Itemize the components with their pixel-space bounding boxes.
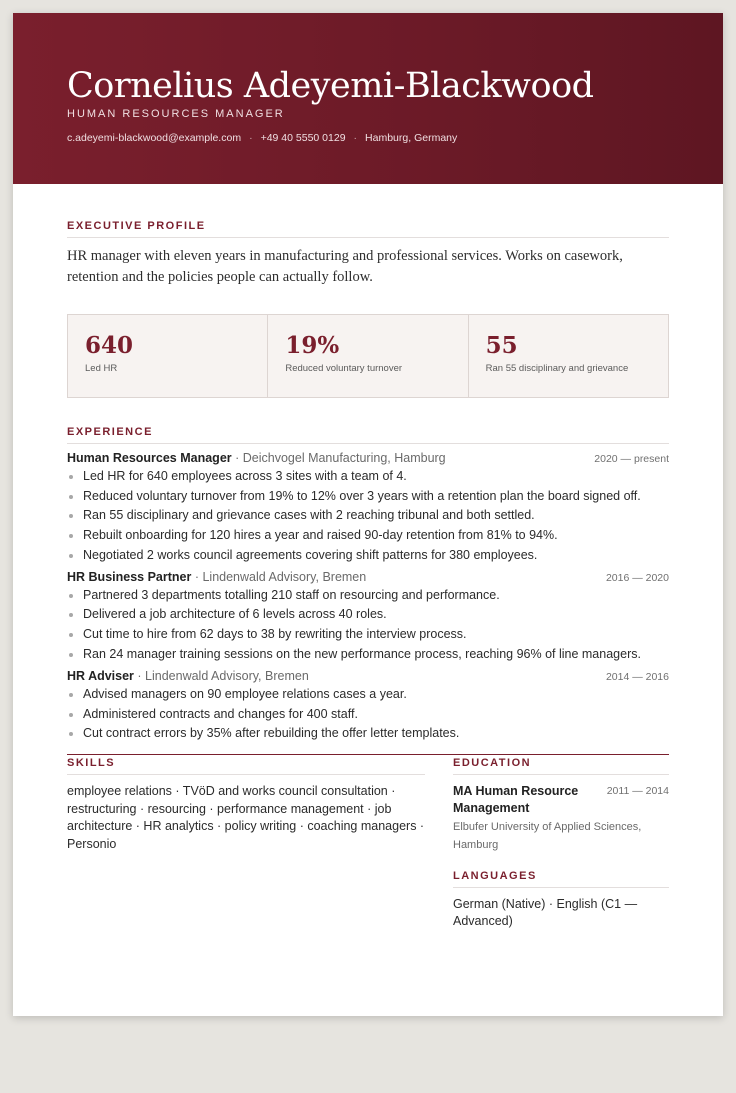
education-degree: MA Human Resource Management (453, 784, 579, 816)
job-bullet: Cut contract errors by 35% after rebuilding the offer letter templates. (83, 726, 669, 741)
education-dates: 2011 — 2014 (606, 785, 669, 798)
contact-separator: · (353, 132, 358, 144)
job-bullets (67, 588, 669, 662)
job-bullet: Ran 24 manager training sessions on the new performance process, reaching 96% of line managers. (83, 647, 669, 662)
resume-page (13, 13, 723, 1016)
job-bullet: Negotiated 2 works council agreements covering shift patterns for 380 employees. (83, 548, 669, 563)
stat-label: Ran 55 disciplinary and grievance (485, 363, 629, 374)
stats-panel (67, 314, 669, 398)
candidate-name: Cornelius Adeyemi-Blackwood (67, 66, 594, 106)
contact-line (67, 132, 669, 144)
stat-card (267, 315, 467, 397)
job-entry (67, 669, 669, 741)
contact-location: Hamburg, Germany (365, 132, 458, 144)
stat-value: 55 (485, 332, 518, 359)
job-bullet: Ran 55 disciplinary and grievance cases with 2 reaching tribunal and both settled. (83, 508, 669, 523)
experience-heading: EXPERIENCE (67, 426, 669, 444)
contact-email[interactable]: c.adeyemi-blackwood@example.com (67, 132, 242, 144)
job-header (67, 570, 669, 584)
job-bullet: Delivered a job architecture of 6 levels across 40 roles. (83, 607, 669, 622)
job-organization: · Lindenwald Advisory, Bremen (191, 569, 367, 584)
job-dates: 2016 — 2020 (605, 571, 669, 584)
job-bullet: Cut time to hire from 62 days to 38 by rewriting the interview process. (83, 627, 669, 642)
job-bullet: Partnered 3 departments totalling 210 staff on resourcing and performance. (83, 588, 669, 603)
stat-value: 640 (85, 332, 134, 359)
skills-heading: SKILLS (67, 757, 425, 775)
resume-header (13, 13, 723, 184)
stat-label: Reduced voluntary turnover (285, 363, 403, 374)
education-entry (453, 783, 669, 817)
job-entry (67, 451, 669, 563)
job-bullets (67, 687, 669, 741)
job-organization: · Deichvogel Manufacturing, Hamburg (231, 451, 446, 465)
job-organization: · Lindenwald Advisory, Bremen (133, 668, 309, 683)
stat-label: Led HR (85, 363, 118, 374)
stat-value: 19% (285, 332, 340, 359)
stat-card (468, 315, 668, 397)
job-bullet: Reduced voluntary turnover from 19% to 12% over 3 years with a retention plan the board signed off. (83, 489, 669, 504)
job-entry (67, 570, 669, 662)
resume-body (13, 220, 723, 930)
education-school: Elbufer University of Applied Sciences, Hamburg (453, 821, 642, 852)
job-dates: 2020 — present (594, 453, 669, 465)
languages-list: German (Native) · English (C1 — Advanced) (453, 897, 638, 929)
job-title: HR Adviser (67, 668, 134, 683)
education-heading: EDUCATION (453, 757, 669, 775)
job-bullet: Advised managers on 90 employee relations cases a year. (83, 687, 669, 702)
job-bullet: Rebuilt onboarding for 120 hires a year and raised 90-day retention from 81% to 94%. (83, 528, 669, 543)
job-title: Human Resources Manager (67, 451, 232, 465)
bottom-columns (67, 754, 669, 930)
contact-separator: · (249, 132, 253, 144)
education-column (453, 757, 669, 930)
candidate-role: HUMAN RESOURCES MANAGER (67, 108, 285, 120)
languages-heading: LANGUAGES (453, 870, 669, 888)
skills-list: employee relations · TVöD and works council consultation · restructuring · resourcing · performance management · job architecture · HR analytics · policy writing · coaching managers · Personio (67, 784, 425, 851)
job-bullet: Administered contracts and changes for 400 staff. (83, 707, 669, 722)
stat-card (68, 315, 267, 397)
job-dates: 2014 — 2016 (605, 670, 669, 683)
job-header (67, 669, 669, 683)
job-title: HR Business Partner (67, 569, 192, 584)
profile-heading: EXECUTIVE PROFILE (67, 220, 669, 238)
contact-phone[interactable]: +49 40 5550 0129 (260, 132, 346, 144)
skills-column (67, 757, 425, 930)
job-header (67, 451, 669, 465)
profile-summary: HR manager with eleven years in manufacturing and professional services. Works on casework, retention and the policies people can actually follow. (67, 248, 623, 285)
job-bullets (67, 469, 669, 563)
job-bullet: Led HR for 640 employees across 3 sites with a team of 4. (83, 469, 669, 484)
